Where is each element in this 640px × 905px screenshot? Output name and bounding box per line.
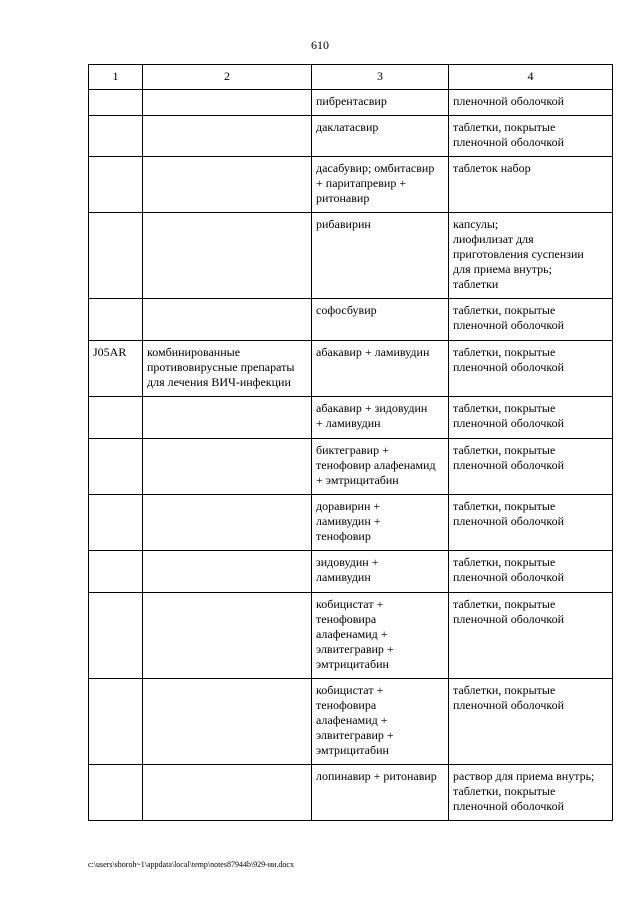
anatomical-group-cell bbox=[143, 495, 312, 551]
dosage-form-cell-line: пленочной оболочкой bbox=[453, 360, 565, 374]
dosage-form-cell bbox=[449, 90, 613, 116]
table-row bbox=[89, 90, 613, 116]
table-row bbox=[89, 397, 613, 439]
anatomical-group-cell bbox=[143, 679, 312, 765]
dosage-form-cell bbox=[449, 439, 613, 495]
anatomical-group-cell bbox=[143, 116, 312, 157]
dosage-form-cell-line: таблетки, покрытые bbox=[453, 784, 556, 798]
drug-name-cell bbox=[312, 397, 449, 439]
drug-name-cell-line: элвитегравир + bbox=[316, 728, 394, 742]
table-row bbox=[89, 341, 613, 397]
dosage-form-cell-line: таблеток набор bbox=[453, 161, 531, 175]
anatomical-group-cell bbox=[143, 90, 312, 116]
anatomical-group-cell-line: для лечения ВИЧ-инфекции bbox=[147, 375, 291, 389]
atc-code-cell bbox=[89, 551, 143, 593]
dosage-form-cell-line: таблетки, покрытые bbox=[453, 555, 556, 569]
atc-code-cell bbox=[89, 679, 143, 765]
dosage-form-cell-line: пленочной оболочкой bbox=[453, 698, 565, 712]
drug-name-cell-line: эмтрицитабин bbox=[316, 743, 389, 757]
table-row bbox=[89, 116, 613, 157]
drug-name-cell-line: алафенамид + bbox=[316, 627, 388, 641]
dosage-form-cell-line: таблетки, покрытые bbox=[453, 443, 556, 457]
dosage-form-cell-line: для приема внутрь; bbox=[453, 262, 552, 276]
anatomical-group-cell-line: противовирусные препараты bbox=[147, 360, 295, 374]
drug-name-cell-line: рибавирин bbox=[316, 217, 371, 231]
drug-name-cell-line: тенофовир bbox=[316, 529, 371, 543]
drug-name-cell-line: тенофовир алафенамид bbox=[316, 458, 436, 472]
table-row bbox=[89, 593, 613, 679]
drug-name-cell bbox=[312, 551, 449, 593]
dosage-form-cell bbox=[449, 341, 613, 397]
atc-code-cell bbox=[89, 439, 143, 495]
drug-name-cell-line: абакавир + ламивудин bbox=[316, 345, 430, 359]
dosage-form-cell-line: пленочной оболочкой bbox=[453, 514, 565, 528]
atc-code-cell: J05AR bbox=[89, 341, 143, 397]
drug-name-cell-line: пибрентасвир bbox=[316, 94, 387, 108]
dosage-form-cell-line: таблетки, покрытые bbox=[453, 120, 556, 134]
drug-name-cell bbox=[312, 679, 449, 765]
drug-name-cell bbox=[312, 157, 449, 213]
drug-name-cell-line: тенофовира bbox=[316, 612, 377, 626]
table-row bbox=[89, 213, 613, 299]
column-header: 3 bbox=[312, 65, 449, 90]
drug-table bbox=[88, 64, 613, 821]
dosage-form-cell bbox=[449, 116, 613, 157]
dosage-form-cell-line: пленочной оболочкой bbox=[453, 612, 565, 626]
anatomical-group-cell bbox=[143, 157, 312, 213]
dosage-form-cell-line: пленочной оболочкой bbox=[453, 416, 565, 430]
drug-name-cell bbox=[312, 439, 449, 495]
drug-name-cell bbox=[312, 116, 449, 157]
drug-name-cell-line: алафенамид + bbox=[316, 713, 388, 727]
drug-name-cell-line: тенофовира bbox=[316, 698, 377, 712]
dosage-form-cell bbox=[449, 299, 613, 341]
dosage-form-cell-line: таблетки, покрытые bbox=[453, 303, 556, 317]
drug-name-cell-line: ритонавир bbox=[316, 191, 370, 205]
atc-code-cell bbox=[89, 116, 143, 157]
anatomical-group-cell bbox=[143, 765, 312, 821]
drug-name-cell-line: лопинавир + ритонавир bbox=[316, 769, 437, 783]
dosage-form-cell-line: пленочной оболочкой bbox=[453, 94, 565, 108]
atc-code-cell bbox=[89, 299, 143, 341]
anatomical-group-cell bbox=[143, 299, 312, 341]
drug-name-cell-line: абакавир + зидовудин bbox=[316, 401, 428, 415]
dosage-form-cell-line: пленочной оболочкой bbox=[453, 318, 565, 332]
table-row bbox=[89, 679, 613, 765]
anatomical-group-cell bbox=[143, 593, 312, 679]
column-header: 1 bbox=[89, 65, 143, 90]
dosage-form-cell-line: пленочной оболочкой bbox=[453, 799, 565, 813]
dosage-form-cell-line: пленочной оболочкой bbox=[453, 135, 565, 149]
atc-code-cell bbox=[89, 593, 143, 679]
anatomical-group-cell-line: комбинированные bbox=[147, 345, 241, 359]
dosage-form-cell-line: таблетки bbox=[453, 277, 499, 291]
atc-code-cell bbox=[89, 765, 143, 821]
drug-name-cell-line: ламивудин + bbox=[316, 514, 381, 528]
dosage-form-cell-line: таблетки, покрытые bbox=[453, 345, 556, 359]
dosage-form-cell bbox=[449, 397, 613, 439]
dosage-form-cell-line: таблетки, покрытые bbox=[453, 597, 556, 611]
table-row bbox=[89, 157, 613, 213]
anatomical-group-cell bbox=[143, 439, 312, 495]
anatomical-group-cell bbox=[143, 341, 312, 397]
drug-name-cell-line: элвитегравир + bbox=[316, 642, 394, 656]
drug-name-cell-line: ламивудин bbox=[316, 570, 371, 584]
drug-name-cell bbox=[312, 495, 449, 551]
drug-name-cell-line: + эмтрицитабин bbox=[316, 473, 399, 487]
drug-name-cell bbox=[312, 593, 449, 679]
table-row bbox=[89, 495, 613, 551]
atc-code-cell bbox=[89, 213, 143, 299]
dosage-form-cell-line: таблетки, покрытые bbox=[453, 683, 556, 697]
drug-name-cell-line: + ламивудин bbox=[316, 416, 381, 430]
drug-name-cell-line: эмтрицитабин bbox=[316, 657, 389, 671]
drug-name-cell bbox=[312, 341, 449, 397]
drug-name-cell-line: дасабувир; омбитасвир bbox=[316, 161, 435, 175]
dosage-form-cell-line: таблетки, покрытые bbox=[453, 499, 556, 513]
dosage-form-cell bbox=[449, 765, 613, 821]
dosage-form-cell-line: капсулы; bbox=[453, 217, 499, 231]
table-row bbox=[89, 765, 613, 821]
footer-file-path: c:\users\shoroh~1\appdata\local\temp\notes87944b\929-ии.docx bbox=[88, 860, 294, 869]
dosage-form-cell bbox=[449, 593, 613, 679]
drug-name-cell-line: + паритапревир + bbox=[316, 176, 407, 190]
table-row bbox=[89, 439, 613, 495]
drug-name-cell bbox=[312, 765, 449, 821]
dosage-form-cell-line: лиофилизат для bbox=[453, 232, 534, 246]
atc-code-cell bbox=[89, 495, 143, 551]
dosage-form-cell bbox=[449, 157, 613, 213]
dosage-form-cell-line: таблетки, покрытые bbox=[453, 401, 556, 415]
anatomical-group-cell bbox=[143, 551, 312, 593]
dosage-form-cell-line: пленочной оболочкой bbox=[453, 570, 565, 584]
drug-name-cell-line: зидовудин + bbox=[316, 555, 379, 569]
drug-name-cell-line: даклатасвир bbox=[316, 120, 379, 134]
drug-name-cell-line: биктегравир + bbox=[316, 443, 389, 457]
dosage-form-cell bbox=[449, 679, 613, 765]
atc-code-cell bbox=[89, 157, 143, 213]
drug-name-cell-line: кобицистат + bbox=[316, 597, 384, 611]
dosage-form-cell-line: раствор для приема внутрь; bbox=[453, 769, 595, 783]
column-header: 2 bbox=[143, 65, 312, 90]
dosage-form-cell-line: приготовления суспензии bbox=[453, 247, 584, 261]
table-header-row bbox=[89, 65, 613, 90]
atc-code-cell bbox=[89, 397, 143, 439]
atc-code-cell bbox=[89, 90, 143, 116]
dosage-form-cell bbox=[449, 495, 613, 551]
table-body bbox=[89, 90, 613, 821]
drug-name-cell bbox=[312, 90, 449, 116]
drug-name-cell-line: кобицистат + bbox=[316, 683, 384, 697]
anatomical-group-cell bbox=[143, 213, 312, 299]
drug-name-cell-line: софосбувир bbox=[316, 303, 377, 317]
drug-name-cell bbox=[312, 299, 449, 341]
dosage-form-cell bbox=[449, 213, 613, 299]
page-number: 610 bbox=[311, 38, 329, 52]
column-header: 4 bbox=[449, 65, 613, 90]
dosage-form-cell-line: пленочной оболочкой bbox=[453, 458, 565, 472]
table-row bbox=[89, 551, 613, 593]
drug-name-cell bbox=[312, 213, 449, 299]
table-row bbox=[89, 299, 613, 341]
dosage-form-cell bbox=[449, 551, 613, 593]
drug-name-cell-line: доравирин + bbox=[316, 499, 381, 513]
anatomical-group-cell bbox=[143, 397, 312, 439]
